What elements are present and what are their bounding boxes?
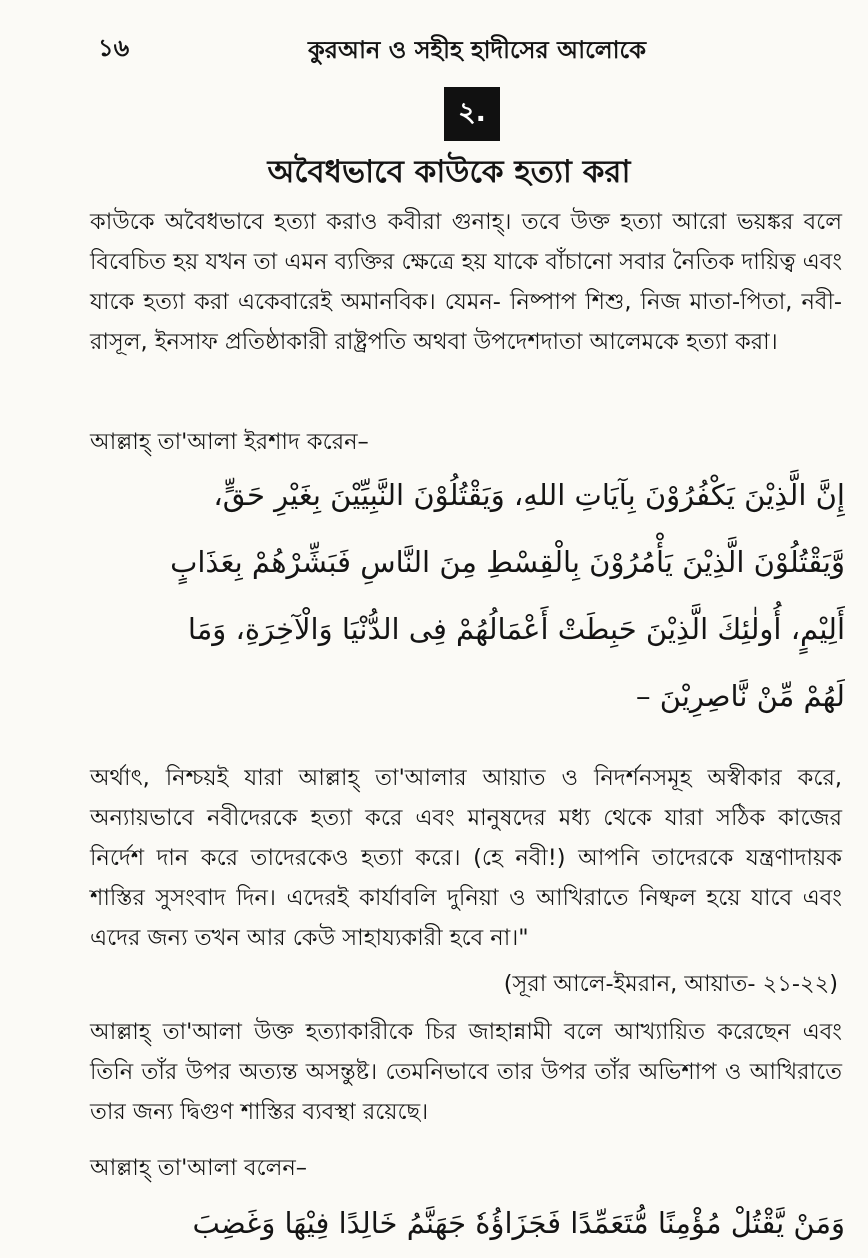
arabic-line: أَلِيْمٍ، أُولٰئِكَ الَّذِيْنَ حَبِطَتْ أَعْمَالُهُمْ فِى الدُّنْيَا وَالْآخِرَةِ، وَمَا	[187, 612, 845, 646]
citation: (সূরা আলে-ইমরান, আয়াত- ২১-২২)	[503, 971, 838, 997]
quote-intro-2: আল্লাহ্ তা'আলা বলেন–	[90, 1155, 308, 1181]
arabic-verse-1	[90, 462, 845, 730]
arabic-line: وَمَنْ يَّقْتُلْ مُؤْمِنًا مُّتَعَمِّدًا فَجَزَاؤُهٗ جَهَنَّمُ خَالِدًا فِيْهَا وَغَضِبَ	[192, 1206, 845, 1240]
translation-paragraph: অর্থাৎ, নিশ্চয়ই যারা আল্লাহ্ তা'আলার আয়াত ও নিদর্শনসমূহ অস্বীকার করে, অন্যায়ভাবে নবীদেরকে হত্যা করে এবং মানুষদের মধ্য থেকে যারা সঠিক কাজের নির্দেশ দান করে তাদেরকেও হত্যা করে। (হে নবী!) আপনি তাদেরকে যন্ত্রণাদায়ক শাস্তির সুসংবাদ দিন। এদেরই কার্যাবলি দুনিয়া ও আখিরাতে নিষ্ফল হয়ে যাবে এবং এদের জন্য তখন আর কেউ সাহায্যকারী হবে না।"	[90, 765, 842, 951]
chapter-title: অবৈধভাবে কাউকে হত্যা করা	[267, 154, 631, 190]
arabic-line: وَّيَقْتُلُوْنَ الَّذِيْنَ يَأْمُرُوْنَ بِالْقِسْطِ مِنَ النَّاسِ فَبَشِّرْهُمْ بِعَذَابٍ	[170, 545, 845, 579]
page-number: ১৬	[98, 34, 130, 62]
arabic-line: إِنَّ الَّذِيْنَ يَكْفُرُوْنَ بِآيَاتِ اللهِ، وَيَقْتُلُوْنَ النَّبِيِّيْنَ بِغَيْرِ حَقٍّ،	[213, 478, 845, 512]
intro-paragraph: কাউকে অবৈধভাবে হত্যা করাও কবীরা গুনাহ্। তবে উক্ত হত্যা আরো ভয়ঙ্কর বলে বিবেচিত হয় যখন তা এমন ব্যক্তির ক্ষেত্রে হয় যাকে বাঁচানো সবার নৈতিক দায়িত্ব এবং যাকে হত্যা করা একেবারেই অমানবিক। যেমন- নিষ্পাপ শিশু, নিজ মাতা-পিতা, নবী-রাসূল, ইনসাফ প্রতিষ্ঠাকারী রাষ্ট্রপতি অথবা উপদেশদাতা আলেমকে হত্যা করা।	[90, 209, 842, 355]
arabic-verse-2	[90, 1190, 845, 1257]
chapter-number-badge: ২.	[444, 87, 500, 141]
quote-intro-1: আল্লাহ্ তা'আলা ইরশাদ করেন–	[90, 429, 369, 455]
running-head: কুরআন ও সহীহ হাদীসের আলোকে	[308, 36, 646, 64]
commentary-paragraph: আল্লাহ্ তা'আলা উক্ত হত্যাকারীকে চির জাহান্নামী বলে আখ্যায়িত করেছেন এবং তিনি তাঁর উপর অত্যন্ত অসন্তুষ্ট। তেমনিভাবে তার উপর তাঁর অভিশাপ ও আখিরাতে তার জন্য দ্বিগুণ শাস্তির ব্যবস্থা রয়েছে।	[90, 1019, 842, 1125]
arabic-line: لَهُمْ مِّنْ نَّاصِرِيْنَ –	[636, 679, 845, 713]
